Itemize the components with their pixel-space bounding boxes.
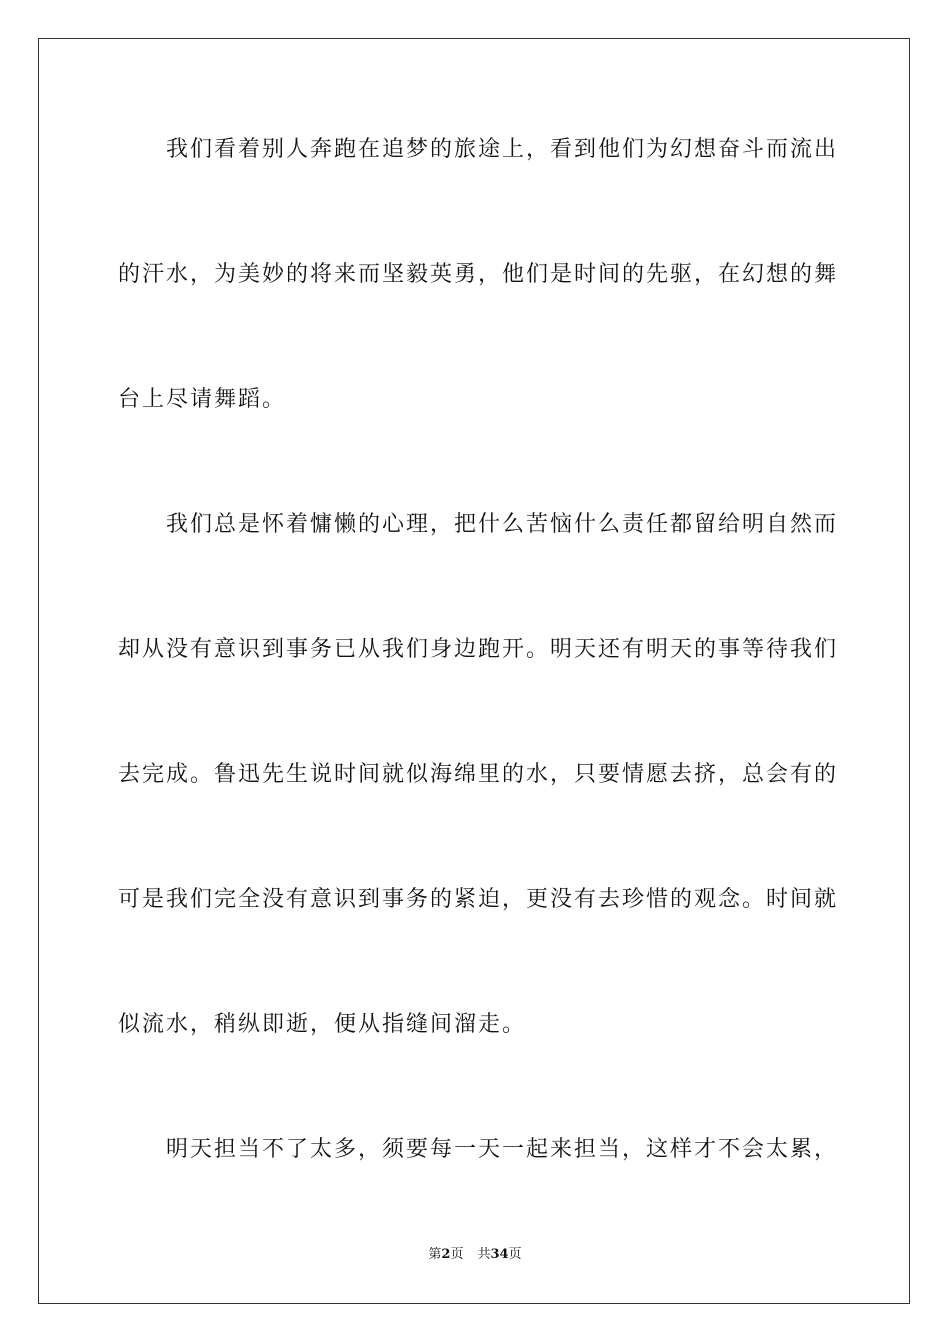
- page-footer: [0, 1245, 950, 1265]
- paragraph-2-line-3: 去完成。鲁迅先生说时间就似海绵里的水，只要情愿去挤，总会有的: [118, 762, 839, 787]
- page-suffix: 页: [450, 1247, 464, 1262]
- paragraph-1-line-2: 的汗水，为美妙的将来而坚毅英勇，他们是时间的先驱，在幻想的舞: [118, 262, 839, 287]
- paragraph-2-line-5: 似流水，稍纵即逝，便从指缝间溜走。: [118, 1012, 527, 1037]
- paragraph-2-line-2: 却从没有意识到事务已从我们身边跑开。明天还有明天的事等待我们: [118, 637, 839, 662]
- page-number: 2: [441, 1247, 451, 1262]
- page-border: [38, 38, 910, 1304]
- total-pages: 34: [490, 1247, 509, 1262]
- paragraph-1-line-3: 台上尽请舞蹈。: [118, 387, 287, 412]
- paragraph-3-line-1: 明天担当不了太多，须要每一天一起来担当，这样才不会太累，: [166, 1137, 839, 1162]
- paragraph-1-line-1: 我们看着别人奔跑在追梦的旅途上，看到他们为幻想奋斗而流出: [166, 137, 839, 162]
- paragraph-2-line-1: 我们总是怀着慵懒的心理，把什么苦恼什么责任都留给明自然而: [166, 512, 839, 537]
- paragraph-2-line-4: 可是我们完全没有意识到事务的紧迫，更没有去珍惜的观念。时间就: [118, 887, 839, 912]
- total-prefix: 共: [477, 1247, 491, 1262]
- page-prefix: 第: [428, 1247, 442, 1262]
- total-suffix: 页: [508, 1247, 522, 1262]
